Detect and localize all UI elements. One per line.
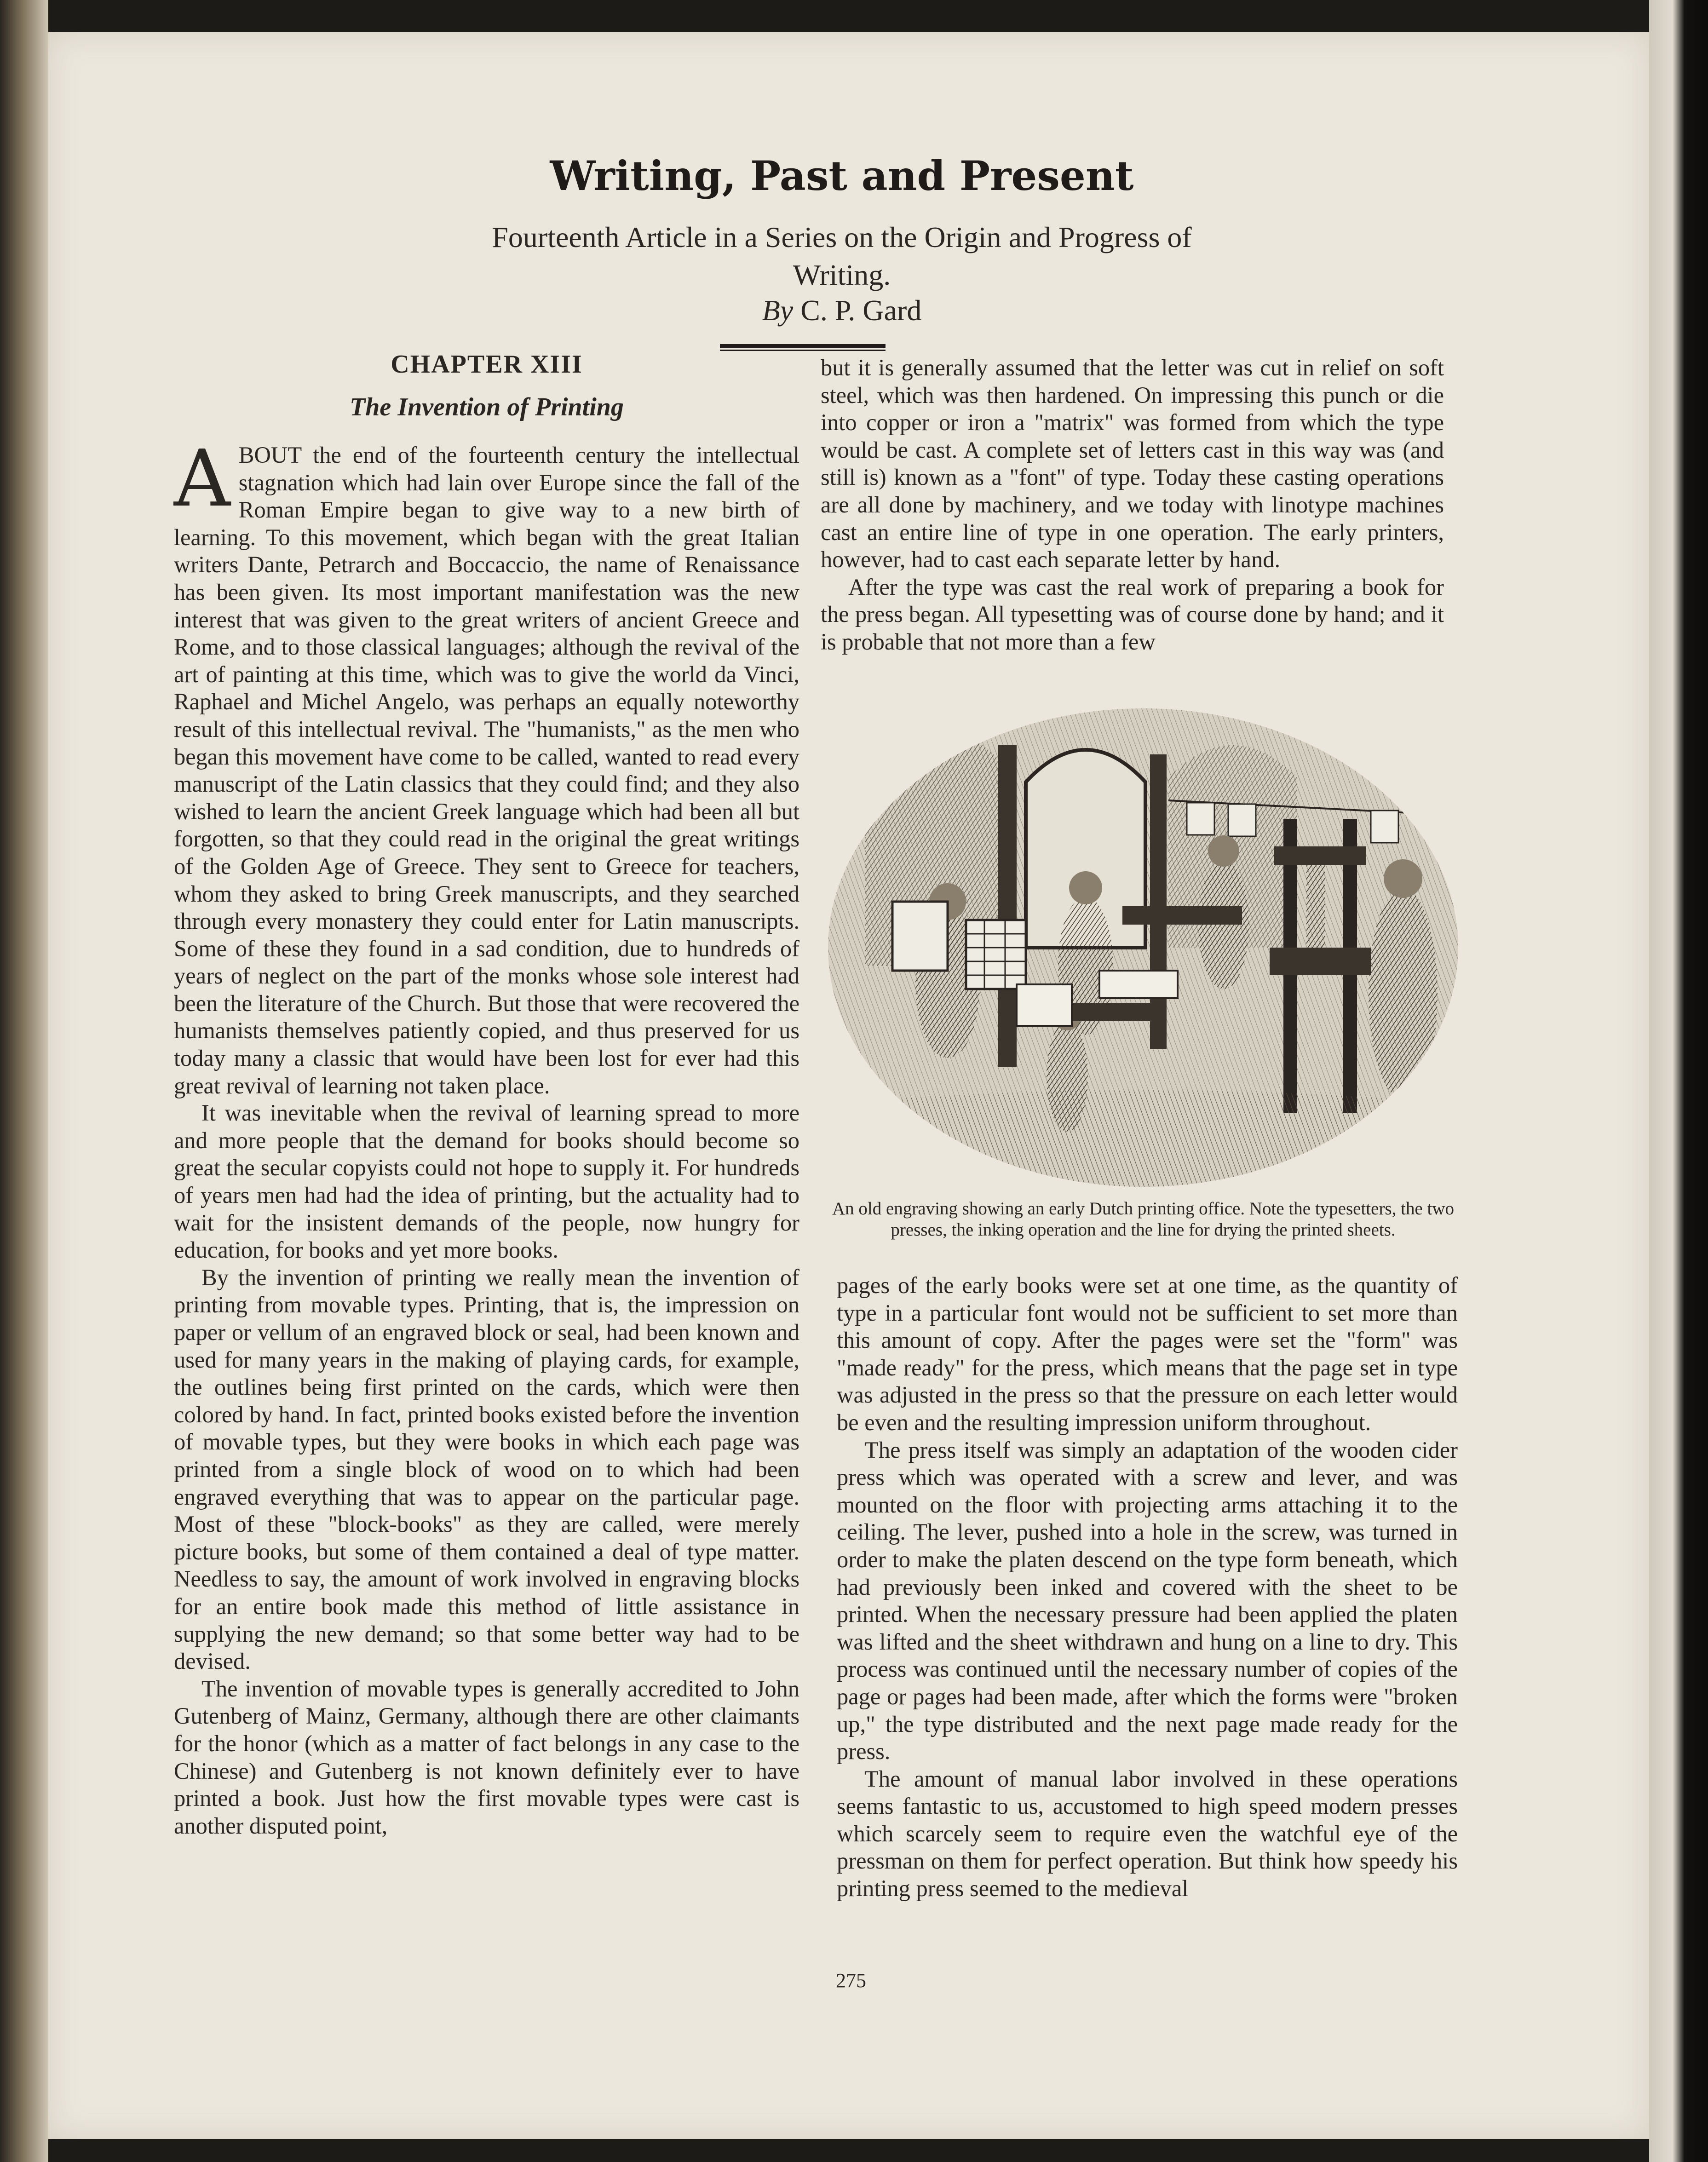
drop-cap: A xyxy=(174,433,230,524)
paragraph-2: It was inevitable when the revival of learning spread to more and more people that the demand for books should become so great the secular copyists could not hope to supply it. For hundreds of years men had had the idea of printing, but the actuality had to wait for the insistent demands of the people, now hungry for education, for books and yet more books. xyxy=(174,1100,799,1263)
right-column-bottom xyxy=(837,1272,1458,1903)
right-column-top xyxy=(821,354,1444,656)
printing-office-engraving xyxy=(828,708,1458,1187)
page-edge-shadow xyxy=(1649,0,1708,2162)
engraving-illustration xyxy=(828,708,1458,1187)
article-subtitle: Fourteenth Article in a Series on the Origin and Progress of Writing. xyxy=(492,221,1192,291)
paragraph-4: The invention of movable types is generally accredited to John Gutenberg of Mainz, Germany, although there are other claimants for the honor (which as a matter of fact belongs in any case to the Chinese) and Gutenberg is not known definitely ever to have printed a book. Just how the first movable types were cast is another disputed point, xyxy=(174,1675,799,1839)
right-paragraph-2: After the type was cast the real work of preparing a book for the press began. All typesetting was of course done by hand; and it is probable that not more than a few xyxy=(821,574,1444,655)
right-paragraph-3: pages of the early books were set at one time, as the quantity of type in a particular font would not be sufficient to set more than this amount of copy. After the pages were set the "form" was "made ready" for the press, which means that the page set in type was adjusted in the press so that the pressure on each letter would be even and the resulting impression uniform throughout. xyxy=(837,1272,1458,1435)
author-name: C. P. Gard xyxy=(800,294,922,327)
paragraph-3: By the invention of printing we really mean the invention of printing from movable types. Printing, that is, the impression on paper or vellum of an engraved block or seal, had been known and used for many years in the making of playing cards, for example, the outlines being first printed on the cards, which were then colored by hand. In fact, printed books existed before the invention of movable types, but they were books in which each page was printed from a single block of wood on to which had been engraved everything that was to appear on the particular page. Most of these "block-books" as they are called, were merely picture books, but some of them contained a deal of type matter. Needless to say, the amount of work involved in engraving blocks for an entire book made this method of little assistance in supplying the new demand; so that some better way had to be devised. xyxy=(174,1264,799,1674)
right-paragraph-5: The amount of manual labor involved in these operations seems fantastic to us, accustomed to high speed modern presses which scarcely seem to require even the watchful eye of the pressman on them for perfect operation. But think how speedy his printing press seemed to the medieval xyxy=(837,1765,1458,1902)
paragraph-1 xyxy=(174,433,799,1099)
article-byline xyxy=(506,293,1178,328)
paragraph-1-text: BOUT the end of the fourteenth century the intellectual stagnation which had lain over Europe since the fall of the Roman Empire began to give way to a new birth of learning. To this movement, which began with the great Italian writers Dante, Petrarch and Boccaccio, the name of Renaissance has been given. Its most important manifestation was the new interest that was given to the great writers of ancient Greece and Rome, and to those classical languages; although the revival of the art of painting at this time, which was to give the world da Vinci, Raphael and Michel Angelo, was perhaps an equally noteworthy result of this intellectual revival. The "humanists," as the men who began this movement have come to be called, wanted to read every manuscript of the Latin classics that they could find; and they also wished to learn the ancient Greek language which had been all but forgotten, so that they could read in the original the great writings of the Golden Age of Greece. They sent to Greece for teachers, whom they asked to bring Greek manuscripts, and they searched through every monastery they could enter for Latin manuscripts. Some of these they found in a sad condition, due to hundreds of years of neglect on the part of the monks whose sole interest had been the literature of the Church. But those that were recovered the humanists themselves patiently copied, and thus preserved for us today many a classic that would have been lost for ever had this great revival of learning not taken place. xyxy=(174,442,799,1098)
byline-prefix: By xyxy=(762,294,794,327)
left-column xyxy=(174,433,799,1840)
chapter-subheading: The Invention of Printing xyxy=(350,393,624,421)
book-binding-shadow xyxy=(0,0,48,2162)
figure-caption: An old engraving showing an early Dutch printing office. Note the typesetters, the two presses, the inking operation and the line for drying the printed sheets. xyxy=(832,1199,1455,1240)
right-paragraph-1: but it is generally assumed that the letter was cut in relief on soft steel, which was then hardened. On impressing this punch or die into copper or iron a "matrix" was formed from which the type would be cast. A complete set of letters cast in this way was (and still is) known as a "font" of type. Today these casting operations are all done by machinery, and we today with linotype machines cast an entire line of type in one operation. The early printers, however, had to cast each separate letter by hand. xyxy=(821,355,1444,573)
page-number: 275 xyxy=(836,1969,866,1992)
right-paragraph-4: The press itself was simply an adaptation of the wooden cider press which was operated with a screw and lever, and was mounted on the floor with projecting arms attaching it to the ceiling. The lever, pushed into a hole in the screw, was turned in order to make the platen descend on the type form beneath, which had previously been inked and covered with the sheet to be printed. When the necessary pressure had been applied the platen was lifted and the sheet withdrawn and hung on a line to dry. This process was continued until the necessary number of copies of the page or pages had been made, after which the forms were "broken up," the type distributed and the next page made ready for the press. xyxy=(837,1437,1458,1765)
article-title: Writing, Past and Present xyxy=(550,152,1134,200)
chapter-heading: CHAPTER XIII xyxy=(391,350,583,379)
